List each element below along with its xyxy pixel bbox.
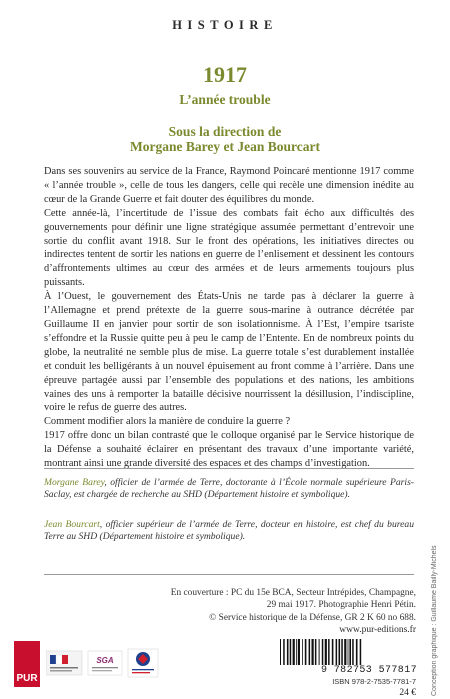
- sga-logo-text: SGA: [96, 656, 114, 665]
- back-cover-blurb: [44, 165, 414, 471]
- barcode-bar: [349, 639, 351, 665]
- barcode-bar: [336, 639, 338, 665]
- barcode-bar: [298, 639, 300, 665]
- barcode-bar: [302, 639, 303, 665]
- editors-block: [0, 124, 450, 154]
- editors-names: Morgane Barey et Jean Bourcart: [130, 139, 320, 154]
- barcode-bar: [356, 639, 358, 665]
- blurb-paragraph: Comment modifier alors la manière de conduire la guerre ?: [44, 416, 291, 428]
- barcode-bar: [339, 639, 341, 665]
- author-name: Morgane Barey: [44, 477, 105, 488]
- barcode-bar: [348, 639, 349, 665]
- barcode-bar: [290, 639, 292, 665]
- credit-line: 29 mai 1917. Photographie Henri Pétin.: [266, 600, 416, 611]
- barcode-bar: [305, 639, 307, 665]
- credit-line: En couverture : PC du 15e BCA, Secteur Intrépides, Champagne,: [170, 588, 416, 598]
- sga-logo-icon: [88, 651, 122, 675]
- price: 24 €: [399, 688, 416, 698]
- direction-label: Sous la direction de: [168, 124, 282, 139]
- barcode-bar: [332, 639, 334, 665]
- barcode-bar: [296, 639, 297, 665]
- barcode-bar: [309, 639, 311, 665]
- series-title: HISTOIRE: [172, 18, 278, 32]
- author-bio-text: , officier de l’armée de Terre, doctorante à l’École normale supérieure Paris-Saclay, est chargée de recherche au SHD (Département histoire et symbolique).: [44, 477, 415, 501]
- divider: [44, 574, 414, 575]
- author-name: Jean Bourcart: [44, 519, 100, 530]
- barcode-bar: [328, 639, 330, 665]
- partner-logos: [46, 647, 212, 679]
- barcode-bar: [322, 639, 324, 665]
- pur-logo-text: PUR: [16, 673, 38, 684]
- isbn: ISBN 978-2-7535-7781-7: [332, 677, 416, 686]
- barcode-bar: [312, 639, 314, 665]
- barcode-bar: [287, 639, 289, 665]
- barcode-bar: [325, 639, 327, 665]
- barcode-number: 9 782753 577817: [320, 665, 417, 676]
- design-credit: Conception graphique : Guillaume Bailly-Michels: [431, 545, 438, 696]
- barcode-bar: [341, 639, 343, 665]
- book-year-title: 1917: [203, 62, 247, 87]
- blurb-paragraph: Dans ses souvenirs au service de la France, Raymond Poincaré mentionne 1917 comme « l’année trouble », celle de tous les dangers, celle qui recèle une dimension inédite au cœur de la Grande Guerre et fait douter des équilibres du monde.: [44, 166, 414, 205]
- barcode-bar: [315, 639, 317, 665]
- publisher-website[interactable]: www.pur-editions.fr: [339, 625, 416, 635]
- pur-logo-icon: [14, 641, 40, 687]
- barcode-bar: [360, 639, 362, 665]
- ministry-logo-icon: [46, 651, 82, 675]
- blurb-paragraph: À l’Ouest, le gouvernement des États-Unis ne tarde pas à déclarer la guerre à l’Allemagne et prend prétexte de la guerre sous-marine à outrance décrétée par Guillaume II en janvier pour sortir de son isolationnisme. À l’Est, l’empire tsariste s’effondre et la Russie quitte peu à peu le camp de l’Entente. En de nombreux points du globe, la neutralité ne semble plus de mise. La guerre totale s’est durablement installée et conduit les belligérants à un nouvel épuisement au front comme à l’arrière. Dans une épreuve partagée aussi par l’ensemble des populations et des nations, les ambitions vaines des uns à remporter la bataille décisive nourrissent la désillusion, l’indiscipline, voire le refus de guerre des autres.: [44, 291, 414, 414]
- barcode-bar: [344, 639, 346, 665]
- barcode-bar: [352, 639, 354, 665]
- barcode-bar: [280, 639, 281, 665]
- barcode-bar: [283, 639, 285, 665]
- credit-line: © Service historique de la Défense, GR 2 K 60 no 688.: [209, 612, 416, 623]
- book-subtitle: L’année trouble: [179, 92, 271, 107]
- author-bio: [44, 477, 414, 502]
- author-bio: [44, 519, 414, 544]
- divider: [44, 468, 414, 469]
- cover-credits: [120, 587, 416, 624]
- author-bio-text: , officier supérieur de l’armée de Terre, docteur en histoire, est chef du bureau Terre au SHD (Département histoire et symbolique).: [44, 519, 414, 543]
- barcode-bar: [293, 639, 295, 665]
- barcode-bar: [319, 639, 320, 665]
- shd-logo-icon: [128, 649, 158, 677]
- barcode-icon: [278, 639, 416, 665]
- blurb-paragraph: Cette année-là, l’incertitude de l’issue des combats fait écho aux difficultés des gouvernements pour définir une ligne stratégique assumée permettant d’entrevoir une sortie du conflit avant 1918. Sur le front des opérations, les initiatives directes ou indirectes tentent de sortir les nations en guerre de l’enlisement et dessinent les contours d’affrontements ultimes au cœur des armées et de leurs armements toujours plus puissants.: [44, 207, 414, 289]
- blurb-paragraph: 1917 offre donc un bilan contrasté que le colloque organisé par le Service historique de la Défense a souhaité éclairer en présentant des travaux d’une importante variété, montrant ainsi une grande diversité des espaces et des champs d’investigation.: [44, 430, 414, 470]
